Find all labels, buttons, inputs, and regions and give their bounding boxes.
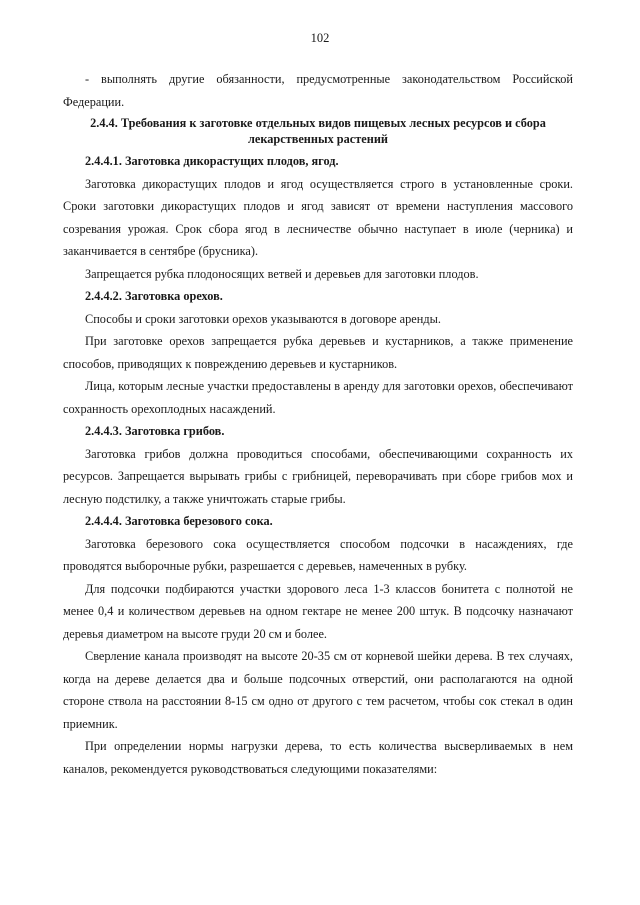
section-heading: 2.4.4. Требования к заготовке отдельных видов пищевых лесных ресурсов и сбора лекарственных растений <box>90 116 546 146</box>
paragraph: Для подсочки подбираются участки здорового леса 1-3 классов бонитета с полнотой не менее 0,4 и количеством деревьев на одном гектаре не менее 200 штук. В подсочку назначают деревья диаметром на высоте груди 20 см и более. <box>63 581 573 641</box>
paragraph: - выполнять другие обязанности, предусмотренные законодательством Российской Федерации. <box>63 72 573 109</box>
section-heading: 2.4.4.3. Заготовка грибов. <box>85 424 225 438</box>
section-heading: 2.4.4.4. Заготовка березового сока. <box>85 514 273 528</box>
paragraph: Запрещается рубка плодоносящих ветвей и деревьев для заготовки плодов. <box>85 266 479 281</box>
section-heading: 2.4.4.1. Заготовка дикорастущих плодов, ягод. <box>85 154 339 168</box>
paragraph: Способы и сроки заготовки орехов указываются в договоре аренды. <box>85 311 441 326</box>
paragraph: При заготовке орехов запрещается рубка деревьев и кустарников, а также применение способов, приводящих к повреждению деревьев и кустарников. <box>63 334 573 371</box>
paragraph: При определении нормы нагрузки дерева, то есть количества высверливаемых в нем каналов, рекомендуется руководствоваться следующими показателями: <box>63 739 573 776</box>
paragraph: Заготовка дикорастущих плодов и ягод осуществляется строго в установленные сроки. Сроки заготовки дикорастущих плодов и ягод зависят от времени наступления массового созревания урожая. Срок сбора ягод в лесничестве обычно наступает в июле (черника) и заканчивается в сентябре (брусника). <box>63 176 573 258</box>
paragraph: Заготовка грибов должна проводиться способами, обеспечивающими сохранность их ресурсов. Запрещается вырывать грибы с грибницей, переворачивать при сборе грибов мох и лесную подстилку, а также уничтожать старые грибы. <box>63 446 573 506</box>
page-number: 102 <box>310 31 330 45</box>
paragraph: Заготовка березового сока осуществляется способом подсочки в насаждениях, где проводятся выборочные рубки, разрешается с деревьев, намеченных в рубку. <box>63 536 573 573</box>
document-body <box>63 68 573 780</box>
section-heading: 2.4.4.2. Заготовка орехов. <box>85 289 223 303</box>
paragraph: Сверление канала производят на высоте 20-35 см от корневой шейки дерева. В тех случаях, когда на дереве делается два и больше подсочных отверстий, они располагаются на одной стороне ствола на расстоянии 8-15 см одно от другого с тем расчетом, чтобы сок стекал в один приемник. <box>63 649 573 731</box>
paragraph: Лица, которым лесные участки предоставлены в аренду для заготовки орехов, обеспечивают сохранность орехоплодных насаждений. <box>63 379 573 416</box>
